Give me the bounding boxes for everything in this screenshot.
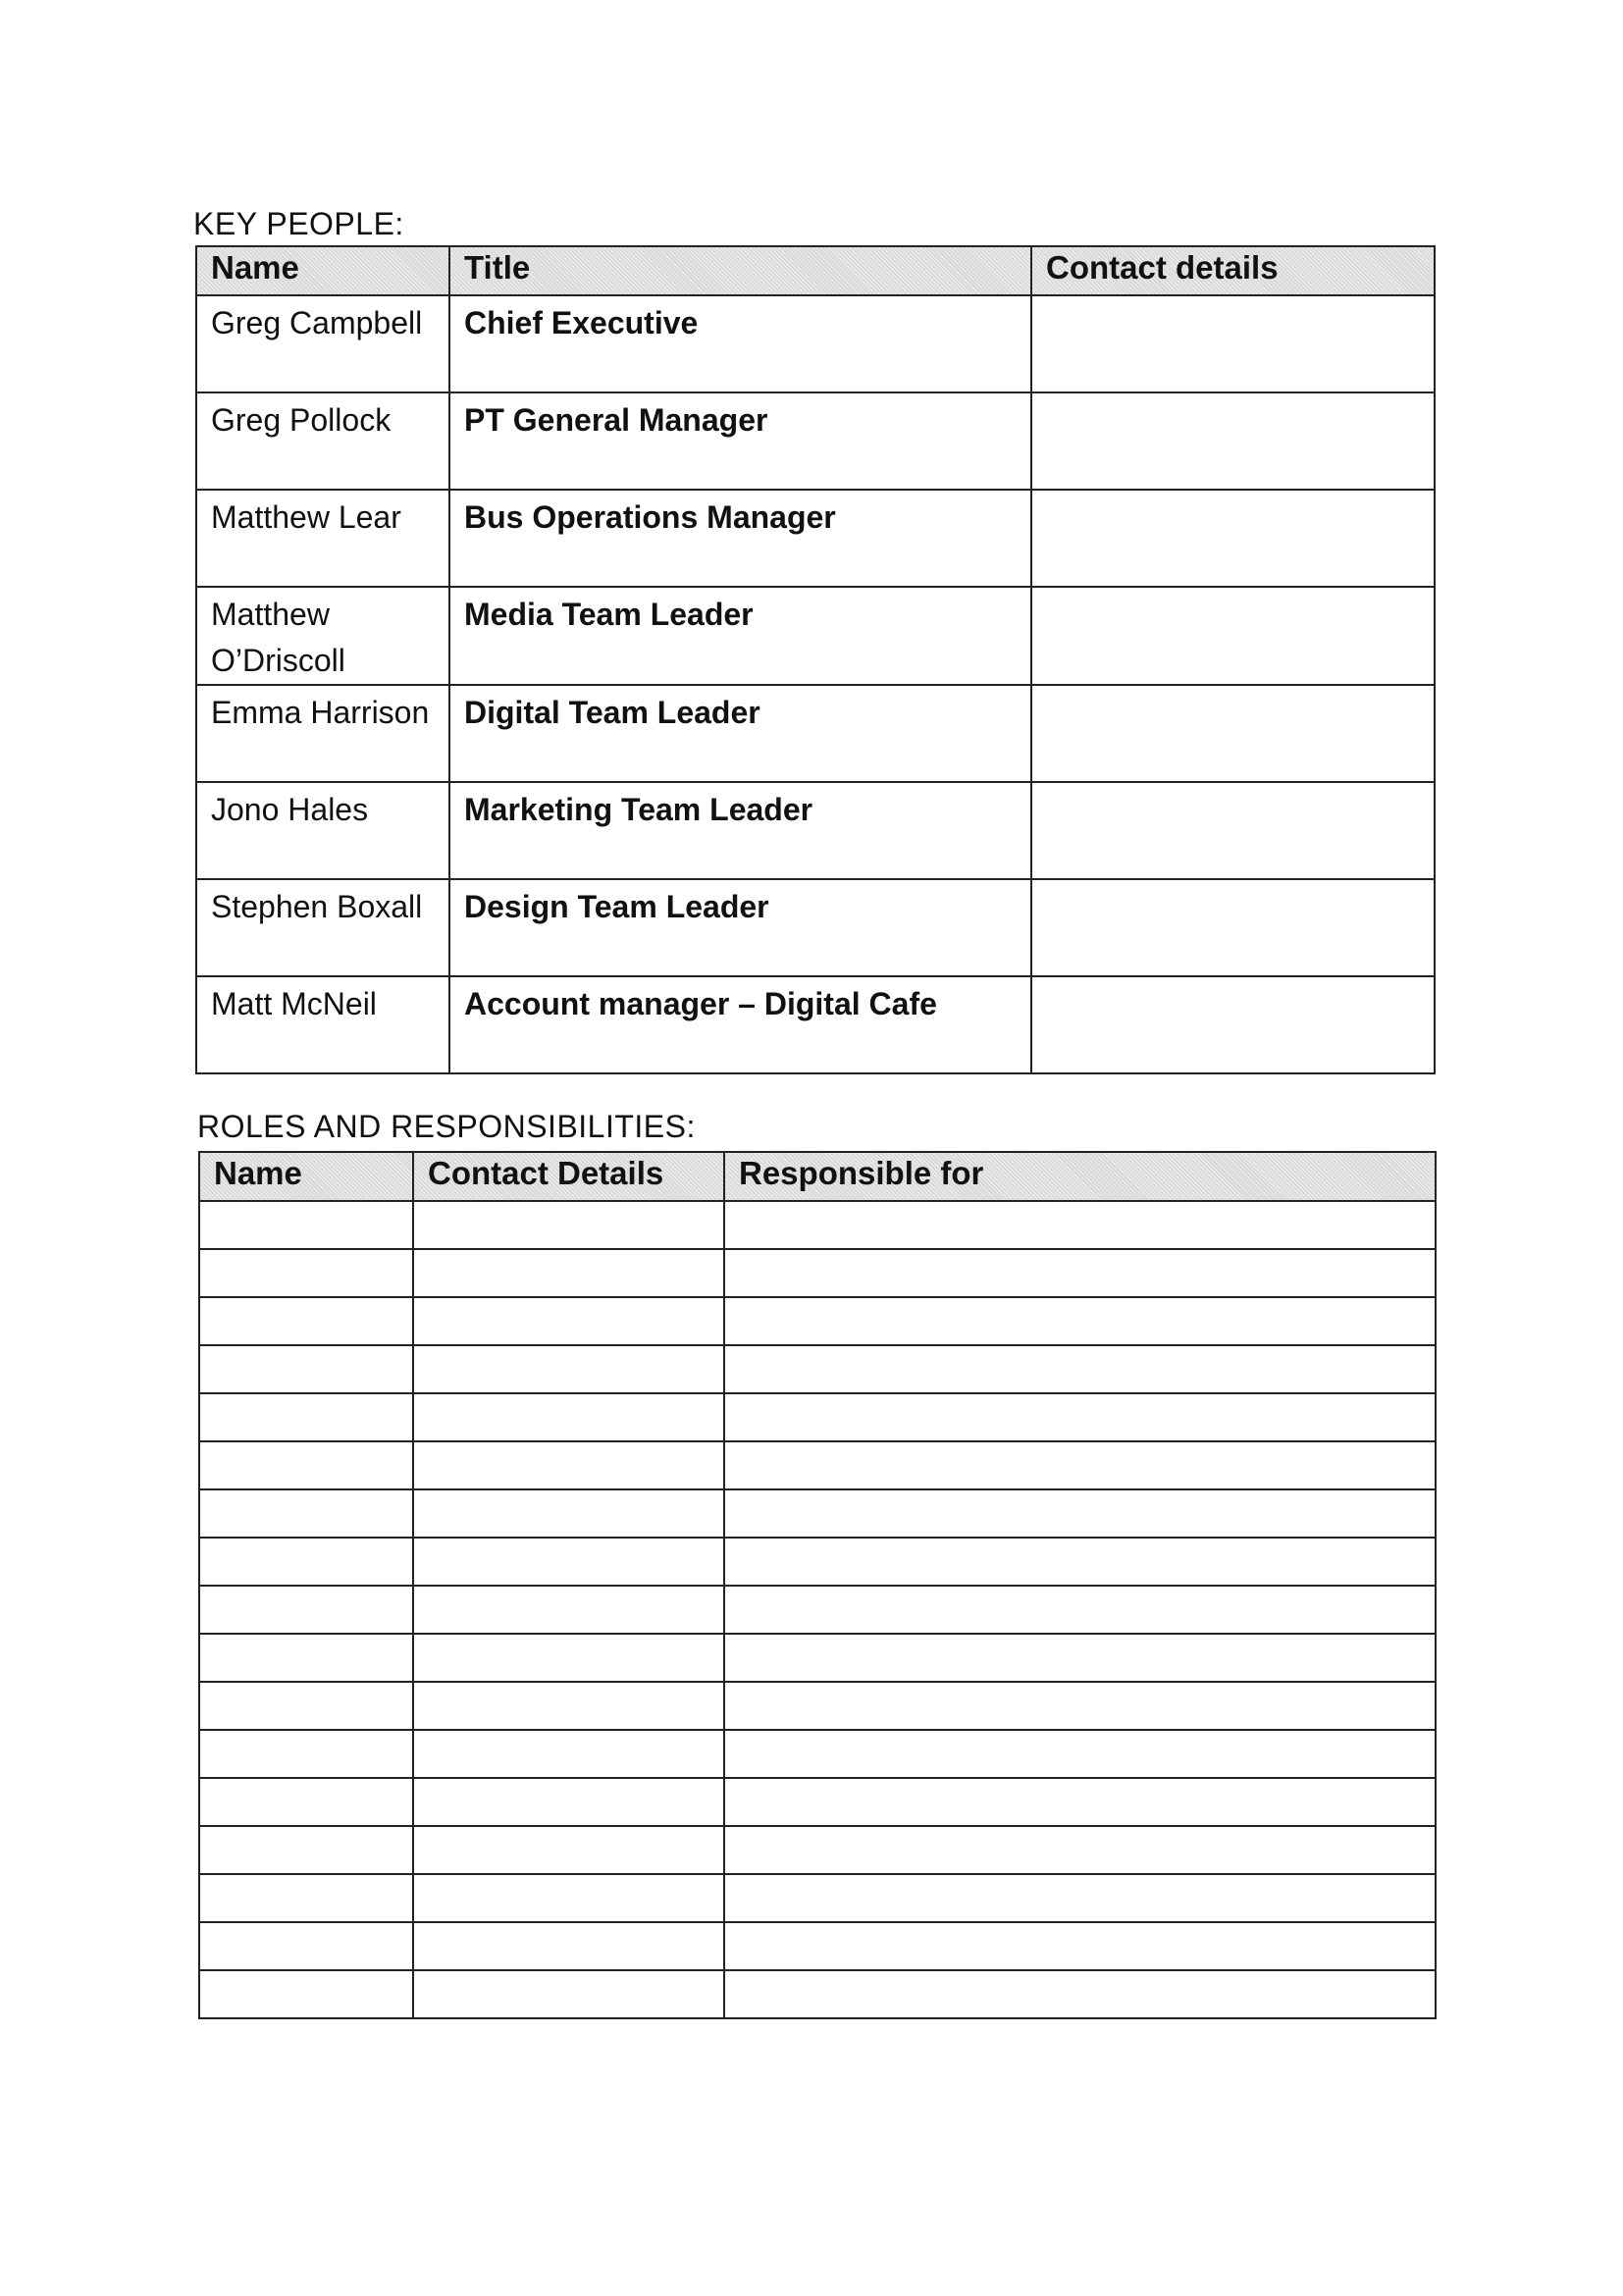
person-contact bbox=[1031, 976, 1435, 1073]
person-name: Matthew Lear bbox=[196, 490, 449, 587]
column-header-title: Title bbox=[449, 246, 1031, 295]
table-row bbox=[199, 1249, 1436, 1297]
role-name-cell bbox=[199, 1345, 413, 1393]
person-name: Matthew O’Driscoll bbox=[196, 587, 449, 685]
table-row bbox=[199, 1441, 1436, 1489]
column-header-responsible-for: Responsible for bbox=[724, 1152, 1436, 1201]
role-contact-cell bbox=[413, 1682, 724, 1730]
role-name-cell bbox=[199, 1538, 413, 1586]
role-name-cell bbox=[199, 1201, 413, 1249]
person-contact bbox=[1031, 587, 1435, 685]
table-row bbox=[196, 490, 1435, 587]
role-responsibility-cell bbox=[724, 1201, 1436, 1249]
role-contact-cell bbox=[413, 1586, 724, 1634]
person-title: Bus Operations Manager bbox=[449, 490, 1031, 587]
role-name-cell bbox=[199, 1297, 413, 1345]
role-responsibility-cell bbox=[724, 1826, 1436, 1874]
person-contact bbox=[1031, 879, 1435, 976]
role-contact-cell bbox=[413, 1730, 724, 1778]
role-responsibility-cell bbox=[724, 1970, 1436, 2018]
person-name: Stephen Boxall bbox=[196, 879, 449, 976]
person-contact bbox=[1031, 490, 1435, 587]
table-row bbox=[196, 782, 1435, 879]
table-row bbox=[199, 1489, 1436, 1538]
table-row bbox=[199, 1297, 1436, 1345]
person-name: Matt McNeil bbox=[196, 976, 449, 1073]
table-row bbox=[196, 392, 1435, 490]
role-responsibility-cell bbox=[724, 1730, 1436, 1778]
column-header-name: Name bbox=[196, 246, 449, 295]
role-name-cell bbox=[199, 1874, 413, 1922]
role-contact-cell bbox=[413, 1393, 724, 1441]
person-contact bbox=[1031, 782, 1435, 879]
role-name-cell bbox=[199, 1586, 413, 1634]
role-responsibility-cell bbox=[724, 1586, 1436, 1634]
person-contact bbox=[1031, 392, 1435, 490]
role-contact-cell bbox=[413, 1201, 724, 1249]
key-people-table bbox=[195, 245, 1436, 1074]
role-responsibility-cell bbox=[724, 1538, 1436, 1586]
person-contact bbox=[1031, 295, 1435, 392]
person-title: Digital Team Leader bbox=[449, 685, 1031, 782]
table-row bbox=[196, 685, 1435, 782]
table-row bbox=[199, 1586, 1436, 1634]
table-row bbox=[199, 1201, 1436, 1249]
table-row bbox=[199, 1393, 1436, 1441]
table-row bbox=[199, 1730, 1436, 1778]
role-contact-cell bbox=[413, 1441, 724, 1489]
table-row bbox=[199, 1970, 1436, 2018]
person-name: Greg Pollock bbox=[196, 392, 449, 490]
role-contact-cell bbox=[413, 1249, 724, 1297]
role-name-cell bbox=[199, 1826, 413, 1874]
role-name-cell bbox=[199, 1970, 413, 2018]
role-contact-cell bbox=[413, 1538, 724, 1586]
person-title: Media Team Leader bbox=[449, 587, 1031, 685]
table-row bbox=[199, 1922, 1436, 1970]
role-contact-cell bbox=[413, 1922, 724, 1970]
person-contact bbox=[1031, 685, 1435, 782]
role-responsibility-cell bbox=[724, 1441, 1436, 1489]
column-header-contact-details: Contact Details bbox=[413, 1152, 724, 1201]
role-name-cell bbox=[199, 1778, 413, 1826]
role-name-cell bbox=[199, 1489, 413, 1538]
table-row bbox=[199, 1538, 1436, 1586]
person-name: Jono Hales bbox=[196, 782, 449, 879]
table-row bbox=[196, 295, 1435, 392]
key-people-header-row bbox=[196, 246, 1435, 295]
role-contact-cell bbox=[413, 1826, 724, 1874]
role-name-cell bbox=[199, 1730, 413, 1778]
table-row bbox=[199, 1874, 1436, 1922]
role-contact-cell bbox=[413, 1297, 724, 1345]
role-contact-cell bbox=[413, 1970, 724, 2018]
table-row bbox=[199, 1634, 1436, 1682]
person-title: Account manager – Digital Cafe bbox=[449, 976, 1031, 1073]
role-responsibility-cell bbox=[724, 1922, 1436, 1970]
person-title: Design Team Leader bbox=[449, 879, 1031, 976]
role-responsibility-cell bbox=[724, 1393, 1436, 1441]
role-responsibility-cell bbox=[724, 1874, 1436, 1922]
roles-table-body bbox=[199, 1201, 1436, 2018]
key-people-heading: KEY PEOPLE: bbox=[193, 206, 404, 241]
role-name-cell bbox=[199, 1682, 413, 1730]
role-contact-cell bbox=[413, 1874, 724, 1922]
role-responsibility-cell bbox=[724, 1297, 1436, 1345]
roles-header-row bbox=[199, 1152, 1436, 1201]
person-title: Chief Executive bbox=[449, 295, 1031, 392]
column-header-name: Name bbox=[199, 1152, 413, 1201]
role-name-cell bbox=[199, 1922, 413, 1970]
table-row bbox=[196, 976, 1435, 1073]
role-responsibility-cell bbox=[724, 1682, 1436, 1730]
role-contact-cell bbox=[413, 1489, 724, 1538]
table-row bbox=[199, 1345, 1436, 1393]
role-contact-cell bbox=[413, 1778, 724, 1826]
role-responsibility-cell bbox=[724, 1345, 1436, 1393]
table-row bbox=[199, 1778, 1436, 1826]
role-responsibility-cell bbox=[724, 1634, 1436, 1682]
role-responsibility-cell bbox=[724, 1249, 1436, 1297]
roles-heading: ROLES AND RESPONSIBILITIES: bbox=[197, 1109, 696, 1144]
person-title: Marketing Team Leader bbox=[449, 782, 1031, 879]
column-header-contact-details: Contact details bbox=[1031, 246, 1435, 295]
role-responsibility-cell bbox=[724, 1489, 1436, 1538]
role-name-cell bbox=[199, 1634, 413, 1682]
role-name-cell bbox=[199, 1393, 413, 1441]
role-name-cell bbox=[199, 1249, 413, 1297]
table-row bbox=[196, 879, 1435, 976]
table-row bbox=[199, 1682, 1436, 1730]
person-name: Greg Campbell bbox=[196, 295, 449, 392]
roles-table bbox=[198, 1151, 1437, 2019]
role-contact-cell bbox=[413, 1345, 724, 1393]
table-row bbox=[196, 587, 1435, 685]
person-name: Emma Harrison bbox=[196, 685, 449, 782]
role-responsibility-cell bbox=[724, 1778, 1436, 1826]
role-contact-cell bbox=[413, 1634, 724, 1682]
role-name-cell bbox=[199, 1441, 413, 1489]
person-title: PT General Manager bbox=[449, 392, 1031, 490]
table-row bbox=[199, 1826, 1436, 1874]
